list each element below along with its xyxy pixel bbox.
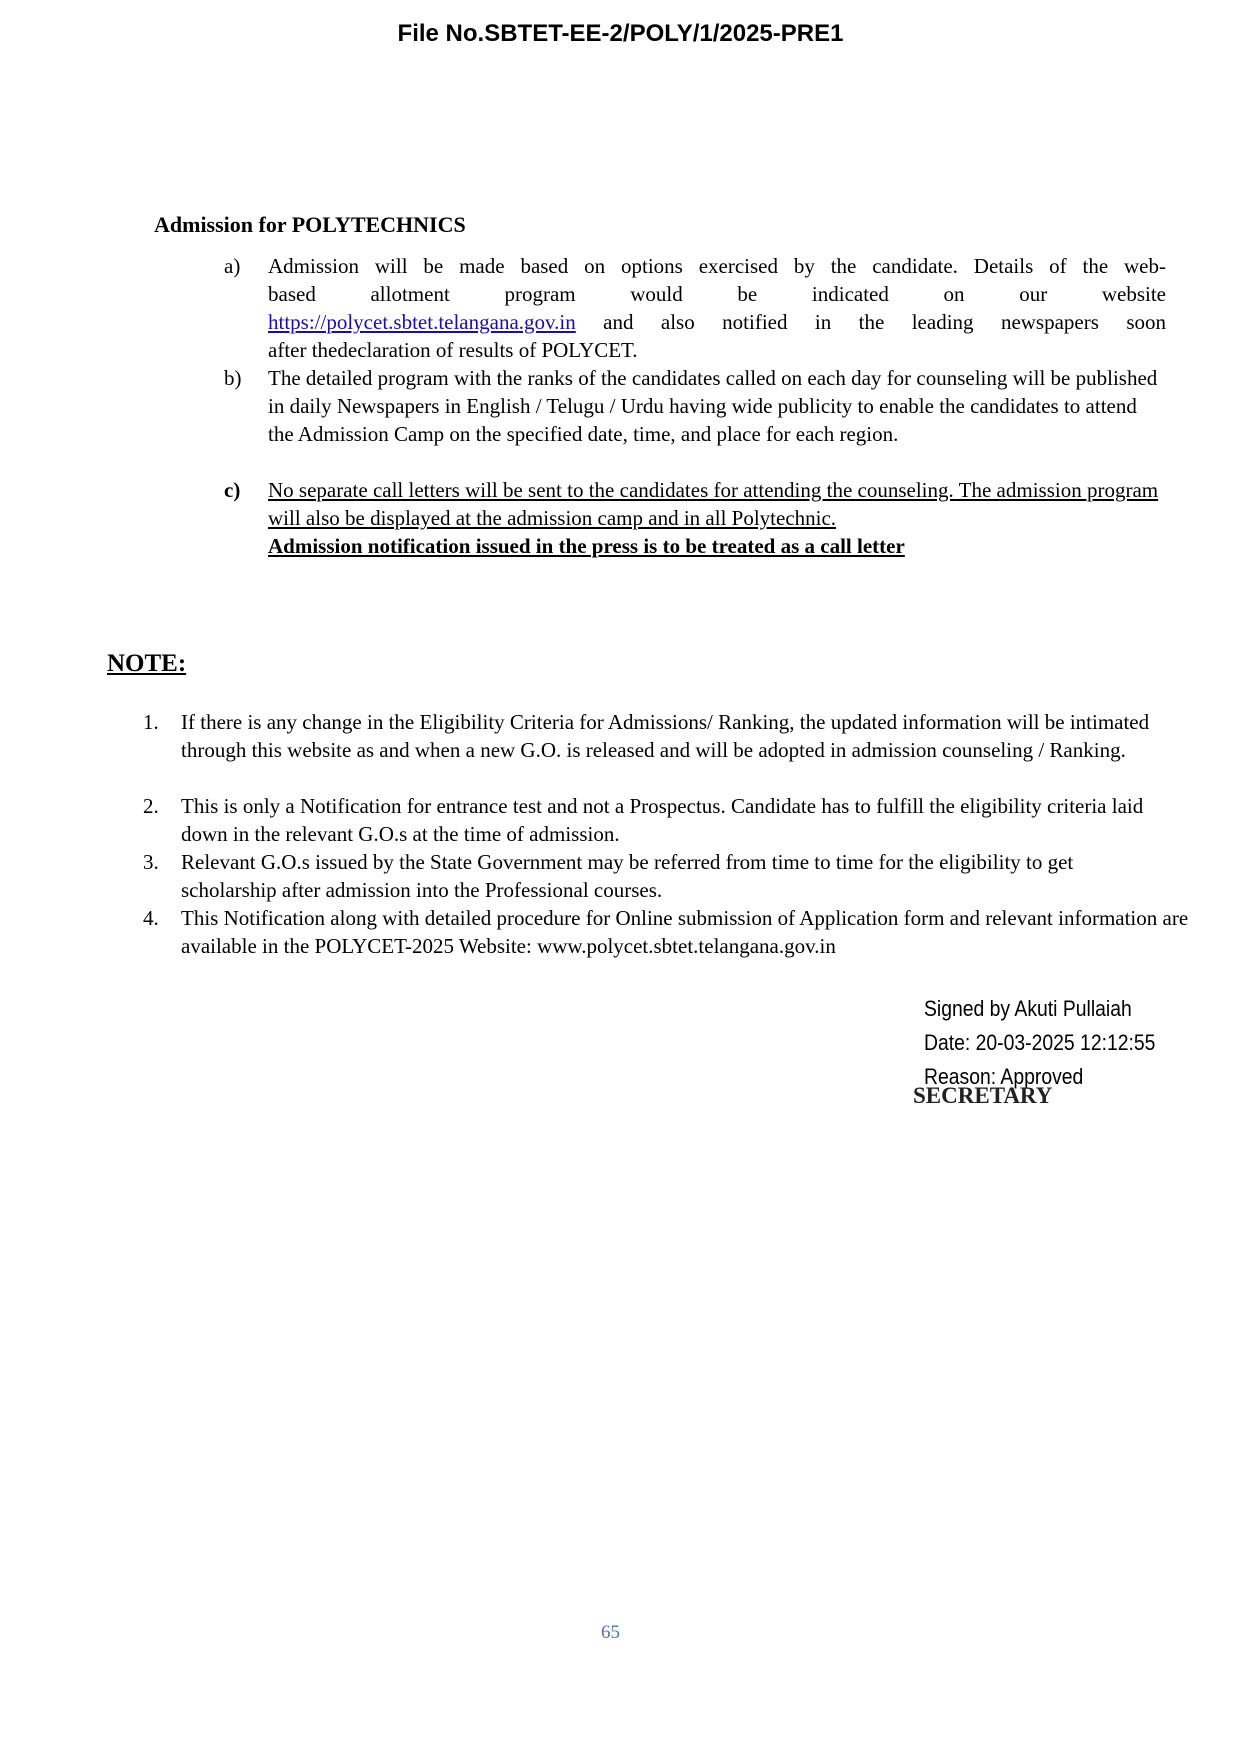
note-number: 2. bbox=[143, 794, 159, 818]
signature-reason: Reason: Approved bbox=[924, 1064, 1084, 1089]
item-a-line2: based allotment program would be indicated on our website bbox=[268, 282, 1166, 306]
note-heading: NOTE: bbox=[107, 650, 187, 677]
item-a-line4: after thedeclaration of results of POLYCET. bbox=[268, 338, 638, 362]
signature-date: Date: 20-03-2025 12:12:55 bbox=[924, 1030, 1156, 1055]
note-text: This Notification along with detailed procedure for Online submission of Application form and relevant information are available in the POLYCET-2025 Website: www.polycet.sbtet.telangana.gov.in bbox=[181, 906, 1189, 958]
note-text: If there is any change in the Eligibility Criteria for Admissions/ Ranking, the updated information will be intimated through this website as and when a new G.O. is released and will be adopted in admission counseling / Ranking. bbox=[181, 710, 1150, 762]
item-marker: a) bbox=[224, 254, 241, 278]
note-number: 3. bbox=[143, 850, 159, 874]
item-marker: b) bbox=[224, 366, 242, 390]
item-a-line3-rest: and also notified in the leading newspapers soon bbox=[575, 310, 1166, 334]
item-marker: c) bbox=[224, 478, 241, 502]
item-c-body bbox=[268, 476, 1166, 560]
file-number-header: File No.SBTET-EE-2/POLY/1/2025-PRE1 bbox=[397, 20, 844, 47]
item-body bbox=[268, 252, 1166, 364]
note-number: 4. bbox=[143, 906, 159, 930]
note-text: Relevant G.O.s issued by the State Government may be referred from time to time for the eligibility to get scholarship after admission into the Professional courses. bbox=[181, 850, 1074, 902]
item-a-line1: Admission will be made based on options exercised by the candidate. Details of the web- bbox=[268, 254, 1166, 278]
item-c-bold-text: Admission notification issued in the press is to be treated as a call letter bbox=[268, 534, 905, 558]
item-b-text: The detailed program with the ranks of the candidates called on each day for counseling will be published in daily Newspapers in English / Telugu / Urdu having wide publicity to enable the candidates to attend the Admission Camp on the specified date, time, and place for each region. bbox=[268, 366, 1158, 446]
page-number: 65 bbox=[601, 1622, 620, 1643]
signature-signed-by: Signed by Akuti Pullaiah bbox=[924, 996, 1132, 1021]
item-c-text: No separate call letters will be sent to the candidates for attending the counseling. The admission program will also be displayed at the admission camp and in all Polytechnic. bbox=[268, 478, 1159, 530]
note-text: This is only a Notification for entrance test and not a Prospectus. Candidate has to fulfill the eligibility criteria laid down in the relevant G.O.s at the time of admission. bbox=[181, 794, 1144, 846]
secretary-title: SECRETARY bbox=[913, 1083, 1053, 1108]
item-a-line3 bbox=[268, 308, 1166, 336]
admission-heading: Admission for POLYTECHNICS bbox=[154, 212, 466, 237]
note-number: 1. bbox=[143, 710, 159, 734]
polycet-website-link[interactable]: https://polycet.sbtet.telangana.gov.in bbox=[268, 310, 576, 334]
